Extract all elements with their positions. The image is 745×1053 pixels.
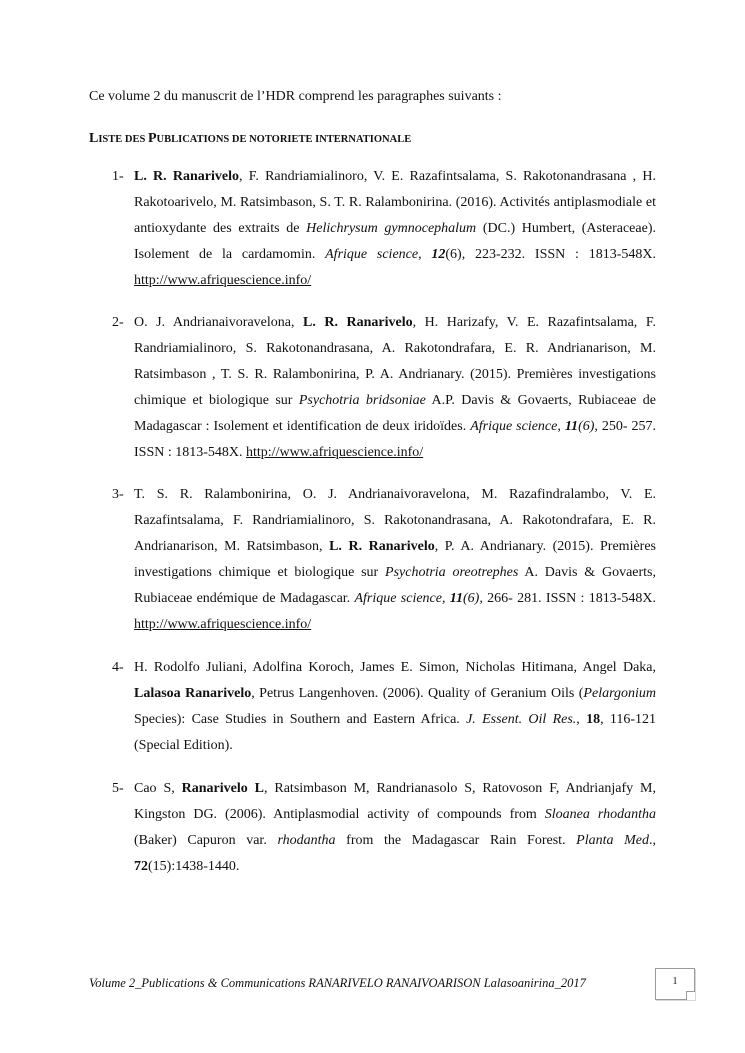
citation-text: L. R. Ranarivelo (134, 169, 239, 184)
citation-text: L. R. Ranarivelo (303, 315, 413, 330)
publication-link[interactable]: http://www.afriquescience.info/ (134, 273, 312, 288)
citation-text: Afrique science, (470, 419, 565, 434)
citation-text: , P. A. Andrianary. (2015). Premières investigations chimique et biologique sur (134, 539, 657, 580)
page-footer: Volume 2_Publications & Communications RANARIVELO RANAIVOARISON Lalasoanirina_2017 (89, 976, 586, 990)
publication-citation (134, 164, 656, 294)
citation-text: L. R. Ranarivelo (329, 539, 435, 554)
citation-text: J. Essent. Oil Res. (466, 712, 577, 727)
heading-initial-p: P (147, 131, 157, 146)
citation-text: O. J. Andrianaivoravelona, (134, 315, 304, 330)
citation-text: Species): Case Studies in Southern and Eastern Africa. (134, 712, 467, 727)
publication-item-3 (112, 482, 656, 638)
citation-text: 250- 257. ISSN : 1813-548X. (134, 419, 657, 460)
citation-text: , (576, 712, 587, 727)
citation-text: 266- 281. ISSN : 1813-548X. (482, 591, 657, 606)
citation-text: A. Davis & Govaerts, Rubiaceae endémique de Madagascar. (134, 565, 656, 606)
publication-item-1 (112, 164, 656, 294)
publication-link[interactable]: http://www.afriquescience.info/ (246, 445, 424, 460)
citation-text: , F. Randriamialinoro, V. E. Razafintsalama, S. Rakotonandrasana , H. Rakotoarivelo, M. Ratsimbason, S. T. R. Ralambonirina. (2016). Activités antiplasmodiale et antioxydante des extraits de (134, 169, 656, 236)
citation-text: (6), (578, 419, 598, 434)
publication-item-2 (112, 310, 656, 466)
citation-text: Cao S, (134, 781, 182, 796)
publication-link[interactable]: http://www.afriquescience.info/ (134, 617, 312, 632)
heading-initial-l: L (89, 131, 99, 146)
citation-text: T. S. R. Ralambonirina, O. J. Andrianaivoravelona, M. Razafindralambo, V. E. Razafintsalama, F. Randriamialinoro, S. Rakotonandrasana, A. Rakotondrafara, E. R. Andrianarison, M. Ratsimbason, (134, 487, 656, 554)
citation-text: 18 (586, 712, 601, 727)
publication-number: 1- (112, 169, 124, 184)
citation-text: H. Rodolfo Juliani, Adolfina Koroch, James E. Simon, Nicholas Hitimana, Angel Daka, (134, 660, 656, 675)
citation-text: rhodantha (277, 833, 336, 848)
citation-text: , Petrus Langenhoven. (2006). Quality of Geranium Oils ( (251, 686, 584, 701)
citation-text: from the Madagascar Rain Forest. (335, 833, 577, 848)
citation-text: 12 (431, 247, 446, 262)
citation-text: 11 (564, 419, 579, 434)
publication-citation (134, 655, 656, 759)
citation-text: (DC.) Humbert, (Asteraceae). Isolement de la cardamomin. (134, 221, 656, 262)
citation-text: Helichrysum gymnocephalum (306, 221, 477, 236)
citation-text: , 116-121 (Special Edition). (134, 712, 656, 753)
publication-item-4 (112, 655, 656, 759)
citation-text: A.P. Davis & Govaerts, Rubiaceae de Madagascar : Isolement et identification de deux iridoïdes. (134, 393, 656, 434)
citation-text: Afrique science, (354, 591, 450, 606)
publication-number: 5- (112, 781, 124, 796)
citation-text: , Ratsimbason M, Randrianasolo S, Ratovoson F, Andrianjafy M, Kingston DG. (2006). Antiplasmodial activity of compounds from (134, 781, 656, 822)
citation-text: Sloanea rhodantha (544, 807, 656, 822)
citation-text: , H. Harizafy, V. E. Razafintsalama, F. Randriamialinoro, S. Rakotonandrasana, A. Rakotondrafara, E. R. Andrianarison, M. Ratsimbason , T. S. R. Ralambonirina, P. A. Andrianary. (2015). Premières investigations chimique et biologique sur (134, 315, 656, 408)
publication-number: 2- (112, 315, 124, 330)
citation-text: (Baker) Capuron var. (134, 833, 278, 848)
citation-text: Psychotria bridsoniae (298, 393, 426, 408)
page-number: 1 (655, 968, 695, 1000)
citation-text: Lalasoa Ranarivelo (134, 686, 252, 701)
citation-text: (15):1438-1440. (148, 859, 240, 874)
heading-smallcaps-2: UBLICATIONS DE NOTORIETE INTERNATIONALE (156, 134, 412, 145)
publication-citation (134, 482, 656, 638)
section-heading (89, 130, 411, 149)
publication-number: 4- (112, 660, 124, 675)
citation-text: Planta Med (576, 833, 649, 848)
heading-smallcaps-1: ISTE DES (98, 134, 148, 145)
publication-citation (134, 310, 656, 466)
intro-paragraph: Ce volume 2 du manuscrit de l’HDR comprend les paragraphes suivants : (89, 89, 502, 104)
citation-text: Afrique science, (325, 247, 432, 262)
citation-text: Pelargonium (583, 686, 657, 701)
publication-number: 3- (112, 487, 124, 502)
publication-item-5 (112, 776, 656, 880)
publication-citation (134, 776, 656, 880)
citation-text: 11 (449, 591, 464, 606)
citation-text: (6), 223-232. ISSN : 1813-548X. (445, 247, 656, 262)
citation-text: 72 (134, 859, 148, 874)
citation-text: (6), (463, 591, 483, 606)
citation-text: Psychotria oreotrephes (385, 565, 519, 580)
citation-text: Ranarivelo L (181, 781, 264, 796)
citation-text: ., (649, 833, 656, 848)
